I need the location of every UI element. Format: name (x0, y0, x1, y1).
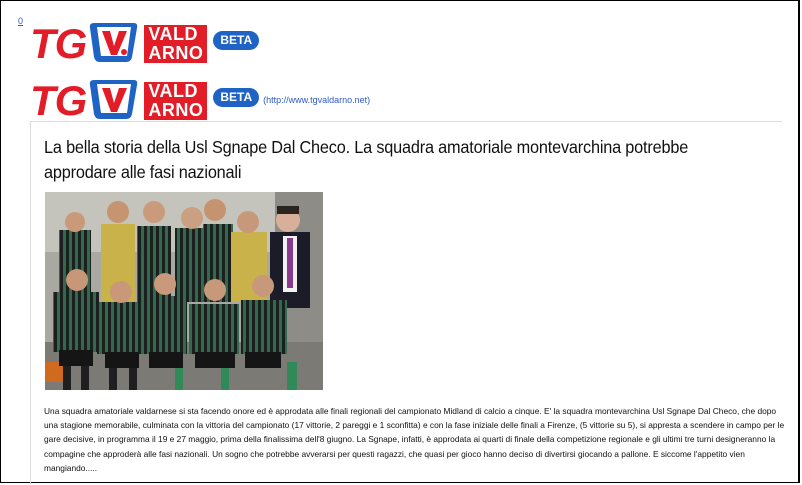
site-logo-repeat (30, 75, 450, 124)
logo-valdarno-bottom: ARNO (144, 44, 207, 63)
logo-tg-text: TG (30, 20, 87, 67)
article-photo[interactable] (45, 192, 323, 390)
logo-valdarno (144, 82, 207, 120)
article-headline[interactable]: La bella storia della Usl Sgnape Dal Checo. La squadra amatoriale montevarchina potrebbe approdare alle fasi nazionali (44, 137, 689, 182)
top-link[interactable]: 0 (18, 16, 24, 26)
site-url-link[interactable]: (http://www.tgvaldarno.net) (263, 95, 371, 105)
logo-valdarno-top: VALD (144, 82, 207, 101)
logo-valdarno (144, 25, 207, 63)
logo-tg-text: TG (30, 77, 87, 124)
site-logo[interactable] (30, 19, 259, 67)
beta-badge: BETA (213, 31, 259, 50)
logo-v-icon (88, 76, 140, 124)
logo-valdarno-top: VALD (144, 25, 207, 44)
logo-v-icon (88, 19, 140, 67)
beta-badge: BETA (213, 88, 259, 107)
site-logo-secondary[interactable] (30, 76, 370, 124)
team-photo-image (45, 192, 323, 390)
logo-valdarno-bottom: ARNO (144, 101, 207, 120)
article-body: Una squadra amatoriale valdarnese si sta facendo onore ed è approdata alle finali regionali del campionato Midland di calcio a cinque. E' la squadra montevarchina Usl Sgnape Dal Checo, che dopo una stagione memorabile, culminata con la vittoria del campionato (17 vittorie, 2 pareggi e 1 sconfitta) e con la fase iniziale delle finali a Firenze, (5 vittorie su 5), si appresta a scendere in campo per le gare decisive, in programma il 19 e 27 maggio, prima della finalissima dell'8 giugno. La Sgnape, infatti, è approdata ai quarti di finale della competizione regionale e gli ultimi tre turni designeranno la compagine che approderà alle fasi nazionali. Un sogno che potrebbe avverarsi per questi ragazzi, che quasi per gioco hanno deciso di divertirsi giocando a pallone. E siccome l'appetito vien mangiando..... (44, 406, 785, 473)
